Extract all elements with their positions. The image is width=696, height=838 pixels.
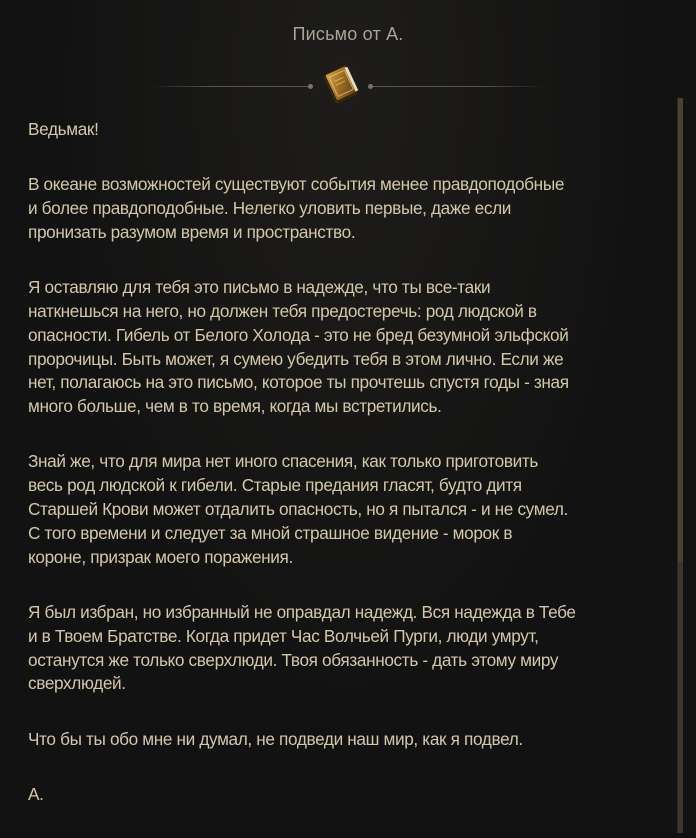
text-line: короне, призрак моего поражения. <box>28 546 293 567</box>
text-line: наткнешься на него, но должен тебя предостеречь: род людской в <box>28 300 537 321</box>
scrollbar-thumb[interactable] <box>678 98 683 562</box>
text-line: пророчицы. Быть может, я сумею убедить тебя в этом лично. Если же <box>28 348 564 369</box>
text-line: сверхлюдей. <box>28 673 126 694</box>
text-line: Я оставляю для тебя это письмо в надежде, что ты все-таки <box>28 277 491 298</box>
letter-paragraph-1 <box>28 173 668 244</box>
scrollbar-track-lower <box>678 562 683 833</box>
text-line: много больше, чем в то время, когда мы встретились. <box>28 396 442 417</box>
text-line: опасности. Гибель от Белого Холода - это не бред безумной эльфской <box>28 324 569 345</box>
text-line: и более правдоподобные. Нелегко уловить первые, даже если <box>28 198 512 219</box>
text-line: Что бы ты обо мне ни думал, не подведи наш мир, как я подвел. <box>28 728 523 749</box>
text-line: и в Твоем Братстве. Когда придет Час Волчьей Пурги, люди умрут, <box>28 625 539 646</box>
text-line: С того времени и следует за мной страшное видение - морок в <box>28 522 513 543</box>
text-line: В океане возможностей существуют события менее правдоподобные <box>28 174 565 195</box>
divider-left <box>150 86 310 87</box>
text-line: Ведьмак! <box>28 119 99 139</box>
text-line: Знай же, что для мира нет иного спасения, как только приготовить <box>28 451 538 472</box>
letter-paragraph-2 <box>28 276 668 419</box>
letter-paragraph-4 <box>28 601 668 696</box>
book-icon <box>318 64 364 104</box>
text-line: пронизать разумом время и пространство. <box>28 221 356 242</box>
text-line: А. <box>28 783 44 804</box>
letter-greeting <box>28 118 668 142</box>
letter-paragraph-3 <box>28 450 668 569</box>
text-line: останутся же только сверхлюди. Твоя обязанность - дать этому миру <box>28 649 559 670</box>
text-line: Я был избран, но избранный не оправдал надежд. Вся надежда в Тебе <box>28 601 576 622</box>
letter-title: Письмо от А. <box>292 24 404 44</box>
text-line: весь род людской к гибели. Старые предания гласят, будто дитя <box>28 475 522 496</box>
divider-right <box>372 86 547 87</box>
text-line: Старшей Крови может отдалить опасность, но я пытался - и не сумел. <box>28 499 568 520</box>
divider-dot-right <box>368 84 373 89</box>
divider-dot-left <box>308 84 313 89</box>
letter-body <box>28 118 668 838</box>
letter-signature <box>28 783 668 807</box>
text-line: нет, полагаюсь на это письмо, которое ты прочтешь спустя годы - зная <box>28 372 569 393</box>
letter-paragraph-5 <box>28 728 668 752</box>
